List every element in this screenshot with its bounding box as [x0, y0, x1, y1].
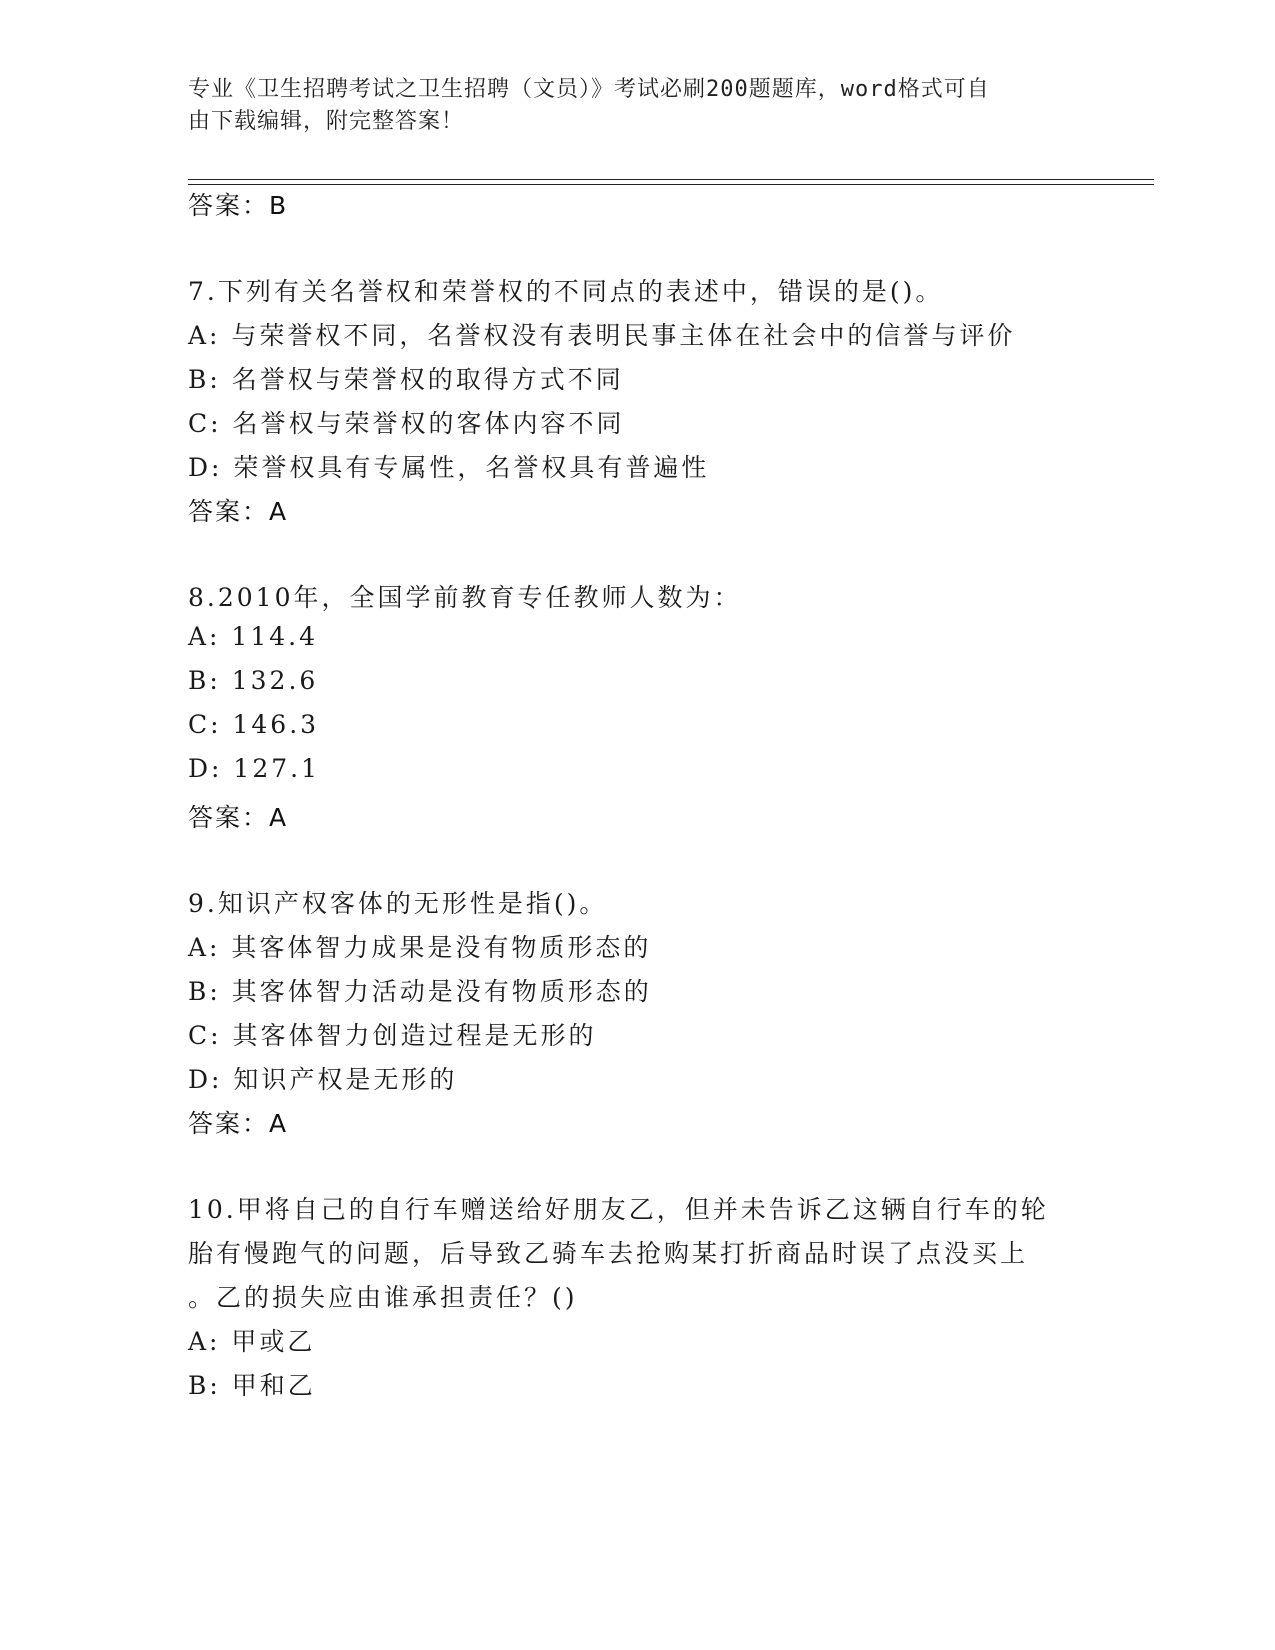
- question-10-option-a: A: 甲或乙: [188, 1327, 316, 1356]
- question-9-text: 9.知识产权客体的无形性是指()。: [188, 889, 608, 918]
- question-8-answer: 答案：A: [188, 803, 289, 832]
- question-10-text-line-1: 10.甲将自己的自行车赠送给好朋友乙，但并未告诉乙这辆自行车的轮: [188, 1195, 1049, 1224]
- question-9-option-d: D: 知识产权是无形的: [188, 1065, 458, 1094]
- header-divider-top: [188, 179, 1154, 180]
- question-9-option-a: A: 其客体智力成果是没有物质形态的: [188, 933, 652, 962]
- question-9-option-b: B: 其客体智力活动是没有物质形态的: [188, 977, 652, 1006]
- header-line-1: 专业《卫生招聘考试之卫生招聘（文员）》考试必刷200题题库，word格式可自: [188, 77, 990, 102]
- question-9-answer: 答案：A: [188, 1109, 289, 1138]
- previous-answer: 答案：B: [188, 191, 289, 220]
- question-9-option-c: C: 其客体智力创造过程是无形的: [188, 1021, 597, 1050]
- question-7-answer: 答案：A: [188, 497, 289, 526]
- question-8-option-c: C: 146.3: [188, 710, 320, 739]
- question-10-text-line-3: 。乙的损失应由谁承担责任？(): [188, 1283, 578, 1312]
- question-7-text: 7.下列有关名誉权和荣誉权的不同点的表述中，错误的是()。: [188, 277, 944, 306]
- question-8-option-a: A: 114.4: [188, 622, 318, 651]
- question-7-option-c: C: 名誉权与荣誉权的客体内容不同: [188, 409, 625, 438]
- question-8-option-b: B: 132.6: [188, 666, 319, 695]
- question-7-option-b: B: 名誉权与荣誉权的取得方式不同: [188, 365, 624, 394]
- question-10-option-b: B: 甲和乙: [188, 1371, 316, 1400]
- question-8-option-d: D: 127.1: [188, 754, 320, 783]
- question-8-text: 8.2010年，全国学前教育专任教师人数为：: [188, 583, 742, 612]
- header-divider-bottom: [188, 184, 1154, 185]
- question-10-text-line-2: 胎有慢跑气的问题，后导致乙骑车去抢购某打折商品时误了点没买上: [188, 1239, 1029, 1268]
- question-7-option-a: A: 与荣誉权不同，名誉权没有表明民事主体在社会中的信誉与评价: [188, 321, 1016, 350]
- question-7-option-d: D: 荣誉权具有专属性，名誉权具有普遍性: [188, 453, 710, 482]
- page-header: [188, 74, 1068, 138]
- header-line-2: 由下载编辑，附完整答案！: [188, 109, 465, 134]
